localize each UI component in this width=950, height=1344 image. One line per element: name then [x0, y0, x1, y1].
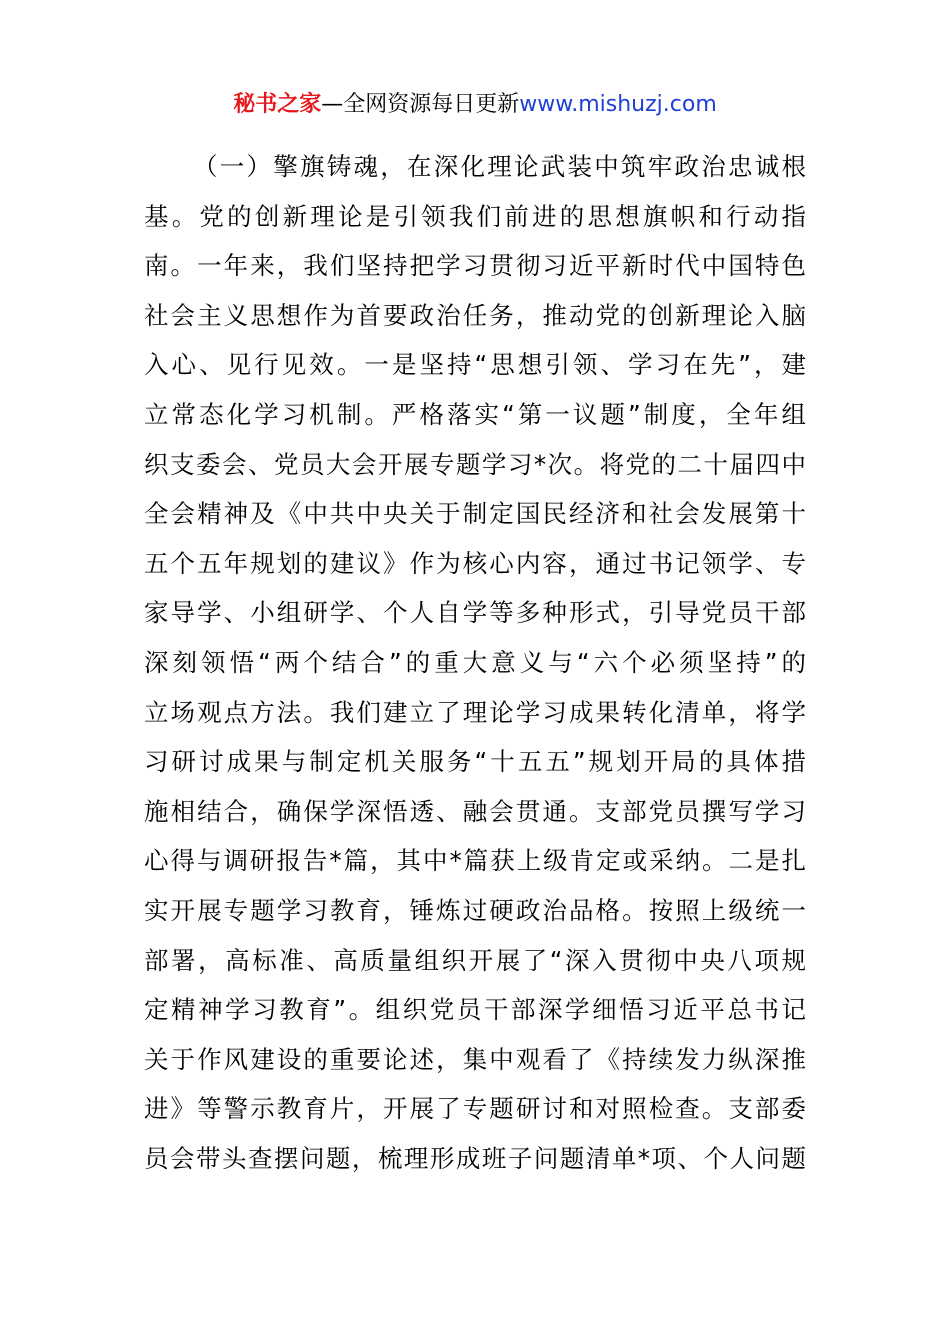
header-tagline: —全网资源每日更新 [321, 92, 520, 117]
text-line: 关于作风建设的重要论述，集中观看了《持续发力纵深推 [144, 1044, 806, 1074]
text-line: 定精神学习教育”。组织党员干部深学细悟习近平总书记 [144, 995, 806, 1025]
text-line: 实开展专题学习教育，锤炼过硬政治品格。按照上级统一 [144, 895, 806, 925]
brand-name: 秘书之家 [233, 92, 322, 117]
text-line: 施相结合，确保学深悟透、融会贯通。支部党员撰写学习 [144, 796, 806, 826]
text-line: 全会精神及《中共中央关于制定国民经济和社会发展第十 [144, 499, 806, 529]
text-line: 深刻领悟“两个结合”的重大意义与“六个必须坚持”的 [144, 647, 806, 677]
text-line: 家导学、小组研学、个人自学等多种形式，引导党员干部 [144, 598, 806, 628]
watermark-header [0, 88, 950, 122]
body-paragraph [144, 142, 806, 1183]
text-line: 习研讨成果与制定机关服务“十五五”规划开局的具体措 [144, 747, 806, 777]
text-line: 南。一年来，我们坚持把学习贯彻习近平新时代中国特色 [144, 251, 806, 281]
text-line: 社会主义思想作为首要政治任务，推动党的创新理论入脑 [144, 300, 806, 330]
site-url[interactable]: www.mishuzj.com [519, 92, 717, 117]
text-line: 五个五年规划的建议》作为核心内容，通过书记领学、专 [144, 548, 806, 578]
text-line: 进》等警示教育片，开展了专题研讨和对照检查。支部委 [144, 1094, 806, 1124]
text-line: 基。党的创新理论是引领我们前进的思想旗帜和行动指 [144, 201, 806, 231]
text-line: 立场观点方法。我们建立了理论学习成果转化清单，将学 [144, 697, 806, 727]
text-line: 立常态化学习机制。严格落实“第一议题”制度，全年组 [144, 399, 806, 429]
text-line: 织支委会、党员大会开展专题学习*次。将党的二十届四中 [144, 449, 806, 479]
text-line: 心得与调研报告*篇，其中*篇获上级肯定或采纳。二是扎 [144, 846, 806, 876]
text-line: 入心、见行见效。一是坚持“思想引领、学习在先”，建 [144, 350, 806, 380]
text-line: 部署，高标准、高质量组织开展了“深入贯彻中央八项规 [144, 945, 806, 975]
text-line: （一）擎旗铸魂，在深化理论武装中筑牢政治忠诚根 [193, 152, 806, 181]
text-line: 员会带头查摆问题，梳理形成班子问题清单*项、个人问题 [144, 1143, 806, 1173]
